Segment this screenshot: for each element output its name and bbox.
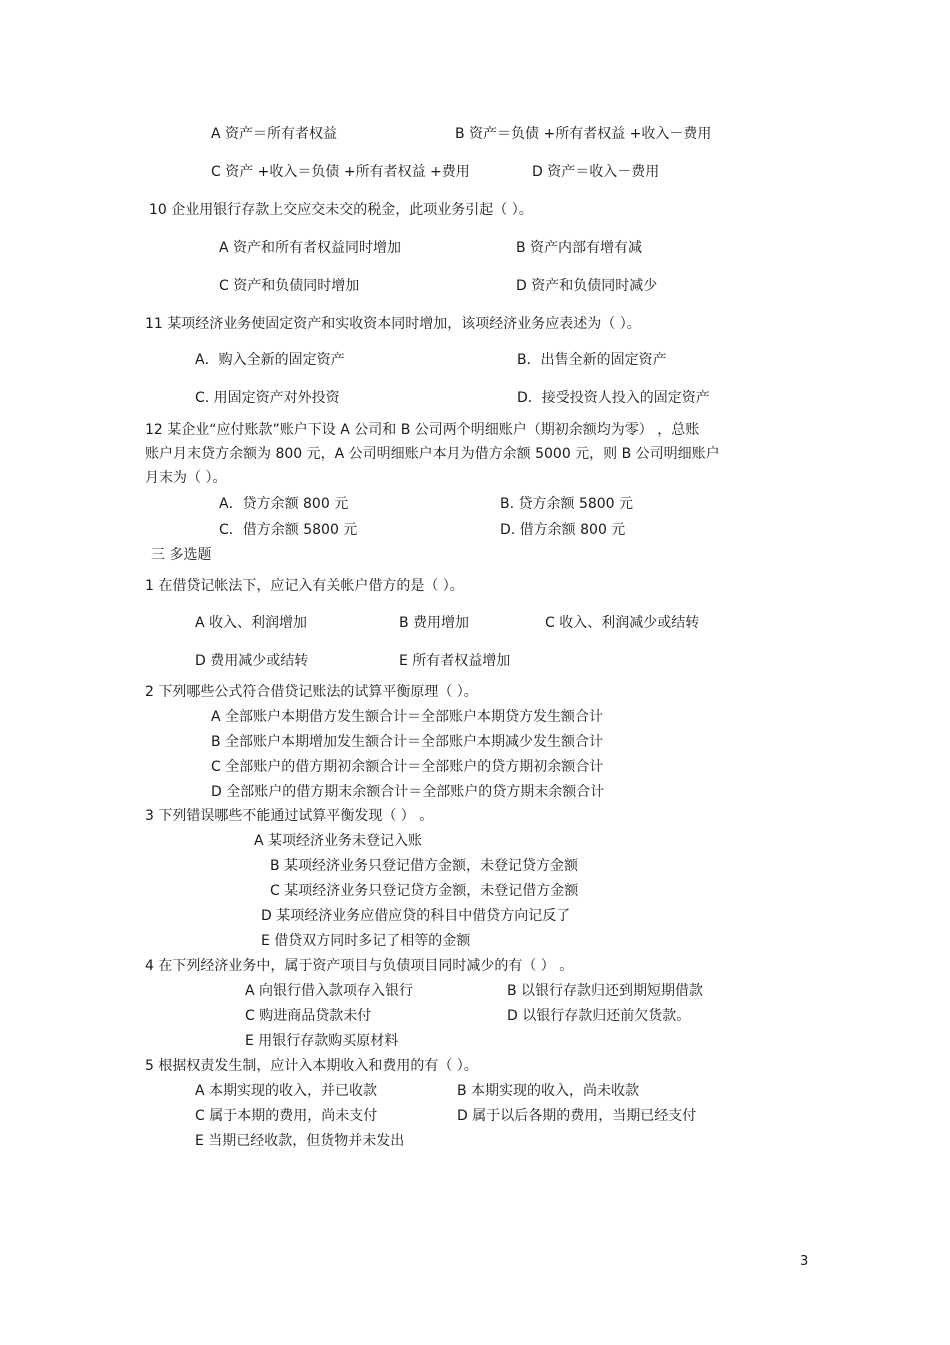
m1-option-b: B 费用增加	[399, 615, 470, 631]
q12-stem-line-1: 12 某企业“应付账款”账户下设 A 公司和 B 公司两个明细账户（期初余额均为零） ，总账	[145, 422, 700, 438]
m3-option-a: A 某项经济业务未登记入账	[254, 833, 423, 849]
q11-stem: 11 某项经济业务使固定资产和实收资本同时增加，该项经济业务应表述为（ ）。	[145, 316, 641, 332]
m5-option-a: A 本期实现的收入，并已收款	[195, 1083, 378, 1099]
m4-option-d: D 以银行存款归还前欠货款。	[507, 1008, 691, 1024]
q10-stem: 10 企业用银行存款上交应交未交的税金，此项业务引起（ ）。	[149, 202, 533, 218]
q10-option-a: A 资产和所有者权益同时增加	[219, 240, 402, 256]
q10-option-b: B 资产内部有增有减	[516, 240, 643, 256]
q12-option-b: B. 贷方余额 5800 元	[500, 496, 634, 512]
m5-option-b: B 本期实现的收入，尚未收款	[457, 1083, 640, 1099]
q12-option-d: D. 借方余额 800 元	[500, 522, 626, 538]
q9-option-a: A 资产＝所有者权益	[211, 126, 338, 142]
m3-option-c: C 某项经济业务只登记贷方金额，未登记借方金额	[270, 883, 579, 899]
q12-option-a: A．贷方余额 800 元	[219, 496, 349, 512]
m4-option-c: C 购进商品贷款未付	[245, 1008, 372, 1024]
m5-option-d: D 属于以后各期的费用，当期已经支付	[457, 1108, 697, 1124]
m4-stem: 4 在下列经济业务中，属于资产项目与负债项目同时减少的有（ ） 。	[145, 958, 574, 974]
m2-stem: 2 下列哪些公式符合借贷记账法的试算平衡原理（ ）。	[145, 684, 478, 700]
m3-option-d: D 某项经济业务应借应贷的科目中借贷方向记反了	[261, 908, 571, 924]
m2-option-b: B 全部账户本期增加发生额合计＝全部账户本期减少发生额合计	[211, 734, 604, 750]
m5-option-c: C 属于本期的费用，尚未支付	[195, 1108, 378, 1124]
q11-option-d: D．接受投资人投入的固定资产	[517, 390, 710, 406]
q12-option-c: C．借方余额 5800 元	[219, 522, 358, 538]
q10-option-c: C 资产和负债同时增加	[219, 278, 360, 294]
q9-option-d: D 资产＝收入－费用	[532, 164, 660, 180]
m2-option-d: D 全部账户的借方期末余额合计＝全部账户的贷方期末余额合计	[211, 784, 605, 800]
m1-stem: 1 在借贷记帐法下，应记入有关帐户借方的是（ ）。	[145, 578, 464, 594]
m3-option-b: B 某项经济业务只登记借方金额，未登记贷方金额	[270, 858, 579, 874]
section-heading: 三 多选题	[151, 547, 212, 563]
page-number: 3	[800, 1254, 809, 1269]
m1-option-a: A 收入、利润增加	[195, 615, 308, 631]
q11-option-b: B．出售全新的固定资产	[517, 352, 667, 368]
q9-option-b: B 资产＝负债 +所有者权益 +收入－费用	[455, 126, 712, 142]
q12-stem-line-3: 月末为（ ）。	[145, 470, 227, 486]
m4-option-a: A 向银行借入款项存入银行	[245, 983, 414, 999]
m2-option-a: A 全部账户本期借方发生额合计＝全部账户本期贷方发生额合计	[211, 709, 604, 725]
q10-option-d: D 资产和负债同时减少	[516, 278, 658, 294]
m3-option-e: E 借贷双方同时多记了相等的金额	[261, 933, 471, 949]
m5-stem: 5 根据权责发生制，应计入本期收入和费用的有（ ）。	[145, 1058, 478, 1074]
q11-option-c: C. 用固定资产对外投资	[195, 390, 340, 406]
m1-option-c: C 收入、利润减少或结转	[545, 615, 700, 631]
m2-option-c: C 全部账户的借方期初余额合计＝全部账户的贷方期初余额合计	[211, 759, 604, 775]
m4-option-b: B 以银行存款归还到期短期借款	[507, 983, 704, 999]
m1-option-e: E 所有者权益增加	[399, 653, 511, 669]
m3-stem: 3 下列错误哪些不能通过试算平衡发现（ ） 。	[145, 808, 434, 824]
m4-option-e: E 用银行存款购买原材料	[245, 1033, 399, 1049]
m1-option-d: D 费用减少或结转	[195, 653, 309, 669]
q12-stem-line-2: 账户月末贷方余额为 800 元，A 公司明细账户本月为借方余额 5000 元，则 B 公司明细账户	[145, 446, 720, 462]
m5-option-e: E 当期已经收款，但货物并未发出	[195, 1133, 405, 1149]
q9-option-c: C 资产 +收入＝负债 +所有者权益 +费用	[211, 164, 470, 180]
q11-option-a: A．购入全新的固定资产	[195, 352, 345, 368]
